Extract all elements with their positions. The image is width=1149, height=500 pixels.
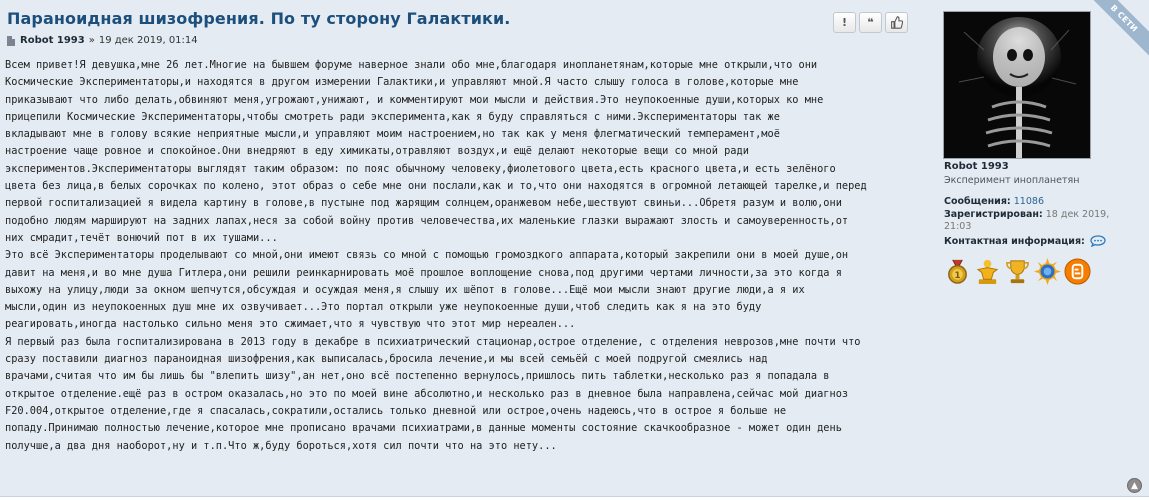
post-line: получше,а два дня наоборот,ну и т.п.Что ж,буду бороться,хотя сил почти что на это нету... bbox=[5, 439, 557, 452]
post-line: выхожу на улицу,люди за окном шепчутся,обсуждая и осуждая меня,я слышу их шёпот в голове...Ещё мои мысли знают другие люди,а я их bbox=[5, 283, 805, 296]
sun-badge-icon[interactable] bbox=[1034, 258, 1061, 285]
registered-date: 18 дек 2019, bbox=[1045, 208, 1110, 220]
profile-user-title: Эксперимент инопланетян bbox=[944, 175, 1080, 186]
post-date: 19 дек 2019, 01:14 bbox=[98, 35, 198, 46]
online-badge: В СЕТИ bbox=[1079, 0, 1149, 63]
post-author[interactable]: Robot 1993 bbox=[20, 35, 85, 46]
messages-count[interactable]: 11086 bbox=[1013, 196, 1044, 207]
report-button[interactable]: ! bbox=[833, 12, 856, 33]
post-line: первой госпитализацией я видела картину в голове,в пустыне под жарящим солнцем,оранжевом небе,шествуют свиньи...Обретя разум и волю,они bbox=[5, 197, 842, 210]
post-line: сразу поставили диагноз параноидная шизофрения,как выписалась,бросила лечение,и мы всей семьёй с моей подругой смеялись над bbox=[5, 353, 768, 366]
post-icon bbox=[7, 36, 15, 46]
awards-list bbox=[944, 258, 1094, 285]
arrow-up-icon: ▲ bbox=[1131, 480, 1138, 491]
profile-info bbox=[944, 196, 1144, 234]
post-body bbox=[5, 57, 917, 455]
contact-info bbox=[944, 235, 1106, 247]
post-line: прицепили Космические Экспериментаторы,чтобы смотреть ради эксперимента,как я буду справляться с ними.Экспериментаторы так же bbox=[5, 110, 780, 123]
post-line: Космические Экспериментаторы,и находятся в другом измерении Галактики,и управляют мной.Я часто слышу голоса в голове,которые мне bbox=[5, 76, 799, 89]
thumbs-up-icon bbox=[890, 16, 903, 29]
registered-row bbox=[944, 209, 1144, 222]
post-line: открытое отделение.ещё раз в остром оказалась,но это по моей вине абсолютно,и несколько раз в дневное была направлена,сейчас мой диагноз bbox=[5, 387, 849, 400]
quote-icon: ❝ bbox=[867, 16, 874, 29]
author-profile bbox=[936, 0, 1149, 496]
avatar[interactable] bbox=[943, 11, 1091, 159]
like-button[interactable] bbox=[885, 12, 908, 33]
post-line: вкладывают мне в голову всякие неприятные мысли,и управляют моим настроением,но так как у меня флегматический темперамент,моё bbox=[5, 128, 780, 141]
post-line: экспериментов.Экспериментаторы выглядят таким образом: по пояс обычному человеку,фиолетового цвета,есть красного цвета,и есть зелёного bbox=[5, 162, 836, 175]
skeleton-avatar-image bbox=[944, 12, 1090, 158]
post-line: F20.004,открытое отделение,где я спасалась,сократили,остались только дневной или острое,очень надеюсь,что в острое я больше не bbox=[5, 404, 787, 417]
svg-text:1: 1 bbox=[954, 270, 961, 281]
blogger-icon[interactable] bbox=[1064, 258, 1091, 285]
medal-icon[interactable] bbox=[944, 258, 971, 285]
post-line: подобно людям маршируют на задних лапах,неся за собой войну против человечества,их маленькие глазки выражают злость и самоуверенность,от bbox=[5, 214, 849, 227]
post-line: цвета без лица,в белых сорочках по колено, этот образ о себе мне они послали,как и то,что они находятся в огромной летающей тарелке,и перед bbox=[5, 180, 867, 193]
post-line: приказывают что либо делать,обвиняют меня,угрожают,унижают, и комментируют мои мысли и действия.Это неупокоенные души,которых ко мне bbox=[5, 93, 824, 106]
post-line: мысли,один из неупокоенных душ мне их озвучивает...Это портал открыли уже неупокоенные души,чтоб следить как я на это буду bbox=[5, 301, 762, 314]
post-line: попаду.Принимаю полностью лечение,которое мне прописано врачами психиатрами,в данные моменты состояние скачкообразное - может один день bbox=[5, 422, 842, 435]
meta-separator: » bbox=[88, 35, 95, 46]
quote-button[interactable] bbox=[859, 12, 882, 33]
post-meta bbox=[7, 35, 198, 46]
messages-label: Сообщения: bbox=[944, 196, 1011, 207]
profile-username[interactable]: Robot 1993 bbox=[944, 161, 1009, 172]
cup-icon[interactable] bbox=[1004, 258, 1031, 285]
post-line: них смрадит,течёт вонючий пот в их тушами... bbox=[5, 231, 278, 244]
post-line: врачами,считая что им бы лишь бы "влепить шизу",ан нет,оно всё постепенно вернулось,пришлось пить таблетки,несколько раз я попадала в bbox=[5, 370, 830, 383]
registered-label: Зарегистрирован: bbox=[944, 208, 1043, 220]
registered-time: 21:03 bbox=[944, 221, 972, 232]
post-line: давит на меня,и во мне душа Гитлера,они решили реинкарнировать моё прошлое воплощение снова,под другими чертами личности,за это когда я bbox=[5, 266, 842, 279]
scroll-to-top-button[interactable] bbox=[1127, 478, 1142, 493]
post-line: Это всё Экспериментаторы проделывают со мной,они имеют связь со мной с помощью громоздкого аппарата,который закрепили они в моей душе,он bbox=[5, 249, 849, 262]
trophy-person-icon[interactable] bbox=[974, 258, 1001, 285]
post-line: реагировать,иногда настолько сильно меня это сжимает,что я чувствую что этот мир нереален... bbox=[5, 318, 576, 331]
post-actions bbox=[833, 12, 911, 33]
post-line: Я первый раз была госпитализирована в 2013 году в декабре в психиатрический стационар,острое отделение, с отделения неврозов,мне почти что bbox=[5, 335, 861, 348]
post-line: настроение чаще ровное и спокойное.Они внедряют в еду химикаты,отравляют воздух,и ещё делают некоторые вещи со мной ради bbox=[5, 145, 749, 158]
messages-row bbox=[944, 196, 1144, 209]
chat-bubble-icon[interactable] bbox=[1090, 235, 1106, 247]
contact-label: Контактная информация: bbox=[944, 235, 1085, 247]
post-title[interactable]: Параноидная шизофрения. По ту сторону Галактики. bbox=[7, 9, 511, 28]
post-line: Всем привет!Я девушка,мне 26 лет.Многие на бывшем форуме наверное знали обо мне,благодаря инопланетянам,которые мне открыли,что они bbox=[5, 59, 818, 71]
